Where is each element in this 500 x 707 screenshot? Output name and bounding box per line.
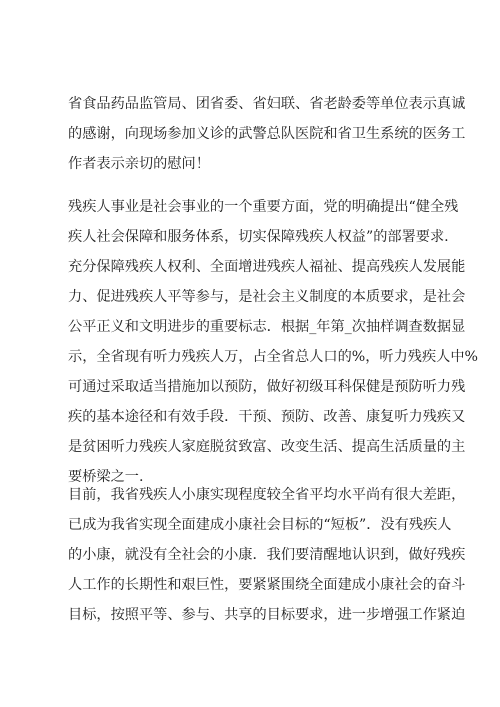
text-line: 残疾人事业是社会事业的一个重要方面，党的明确提出“健全残 xyxy=(68,199,459,215)
text-line: 公平正义和文明进步的重要标志．根据_年第_次抽样调查数据显 xyxy=(68,319,466,335)
text-line: 已成为我省实现全面建成小康社会目标的“短板”．没有残疾人 xyxy=(68,517,452,533)
text-line: 充分保障残疾人权利、全面增进残疾人福祉、提高残疾人发展能 xyxy=(68,259,466,275)
text-line: 省食品药品监管局、团省委、省妇联、省老龄委等单位表示真诚 xyxy=(68,96,466,112)
text-line: 目标，按照平等、参与、共享的目标要求，进一步增强工作紧迫 xyxy=(68,607,466,623)
text-line: 目前，我省残疾人小康实现程度较全省平均水平尚有很大差距， xyxy=(68,487,466,503)
text-line: 疾的基本途径和有效手段．干预、预防、改善、康复听力残疾又 xyxy=(68,409,466,425)
text-line: 人工作的长期性和艰巨性，要紧紧围绕全面建成小康社会的奋斗 xyxy=(68,577,466,593)
paragraph-disability-work-importance xyxy=(68,192,479,492)
text-line: 是贫困听力残疾人家庭脱贫致富、改变生活、提高生活质量的主 xyxy=(68,439,466,455)
text-line: 示，全省现有听力残疾人万，占全省总人口的%，听力残疾人中% xyxy=(68,349,479,365)
text-line: 作者表示亲切的慰问！ xyxy=(68,156,210,172)
text-line: 可通过采取适当措施加以预防，做好初级耳科保健是预防听力残 xyxy=(68,379,466,395)
paragraph-current-situation xyxy=(68,480,466,630)
text-line: 的小康，就没有全社会的小康．我们要清醒地认识到，做好残疾 xyxy=(68,547,466,563)
text-line: 疾人社会保障和服务体系，切实保障残疾人权益”的部署要求. xyxy=(68,229,449,245)
paragraph-acknowledgement xyxy=(68,89,466,179)
text-line: 的感谢，向现场参加义诊的武警总队医院和省卫生系统的医务工 xyxy=(68,126,466,142)
text-line: 力、促进残疾人平等参与，是社会主义制度的本质要求，是社会 xyxy=(68,289,466,305)
text-line: 要桥梁之一. xyxy=(68,469,144,485)
